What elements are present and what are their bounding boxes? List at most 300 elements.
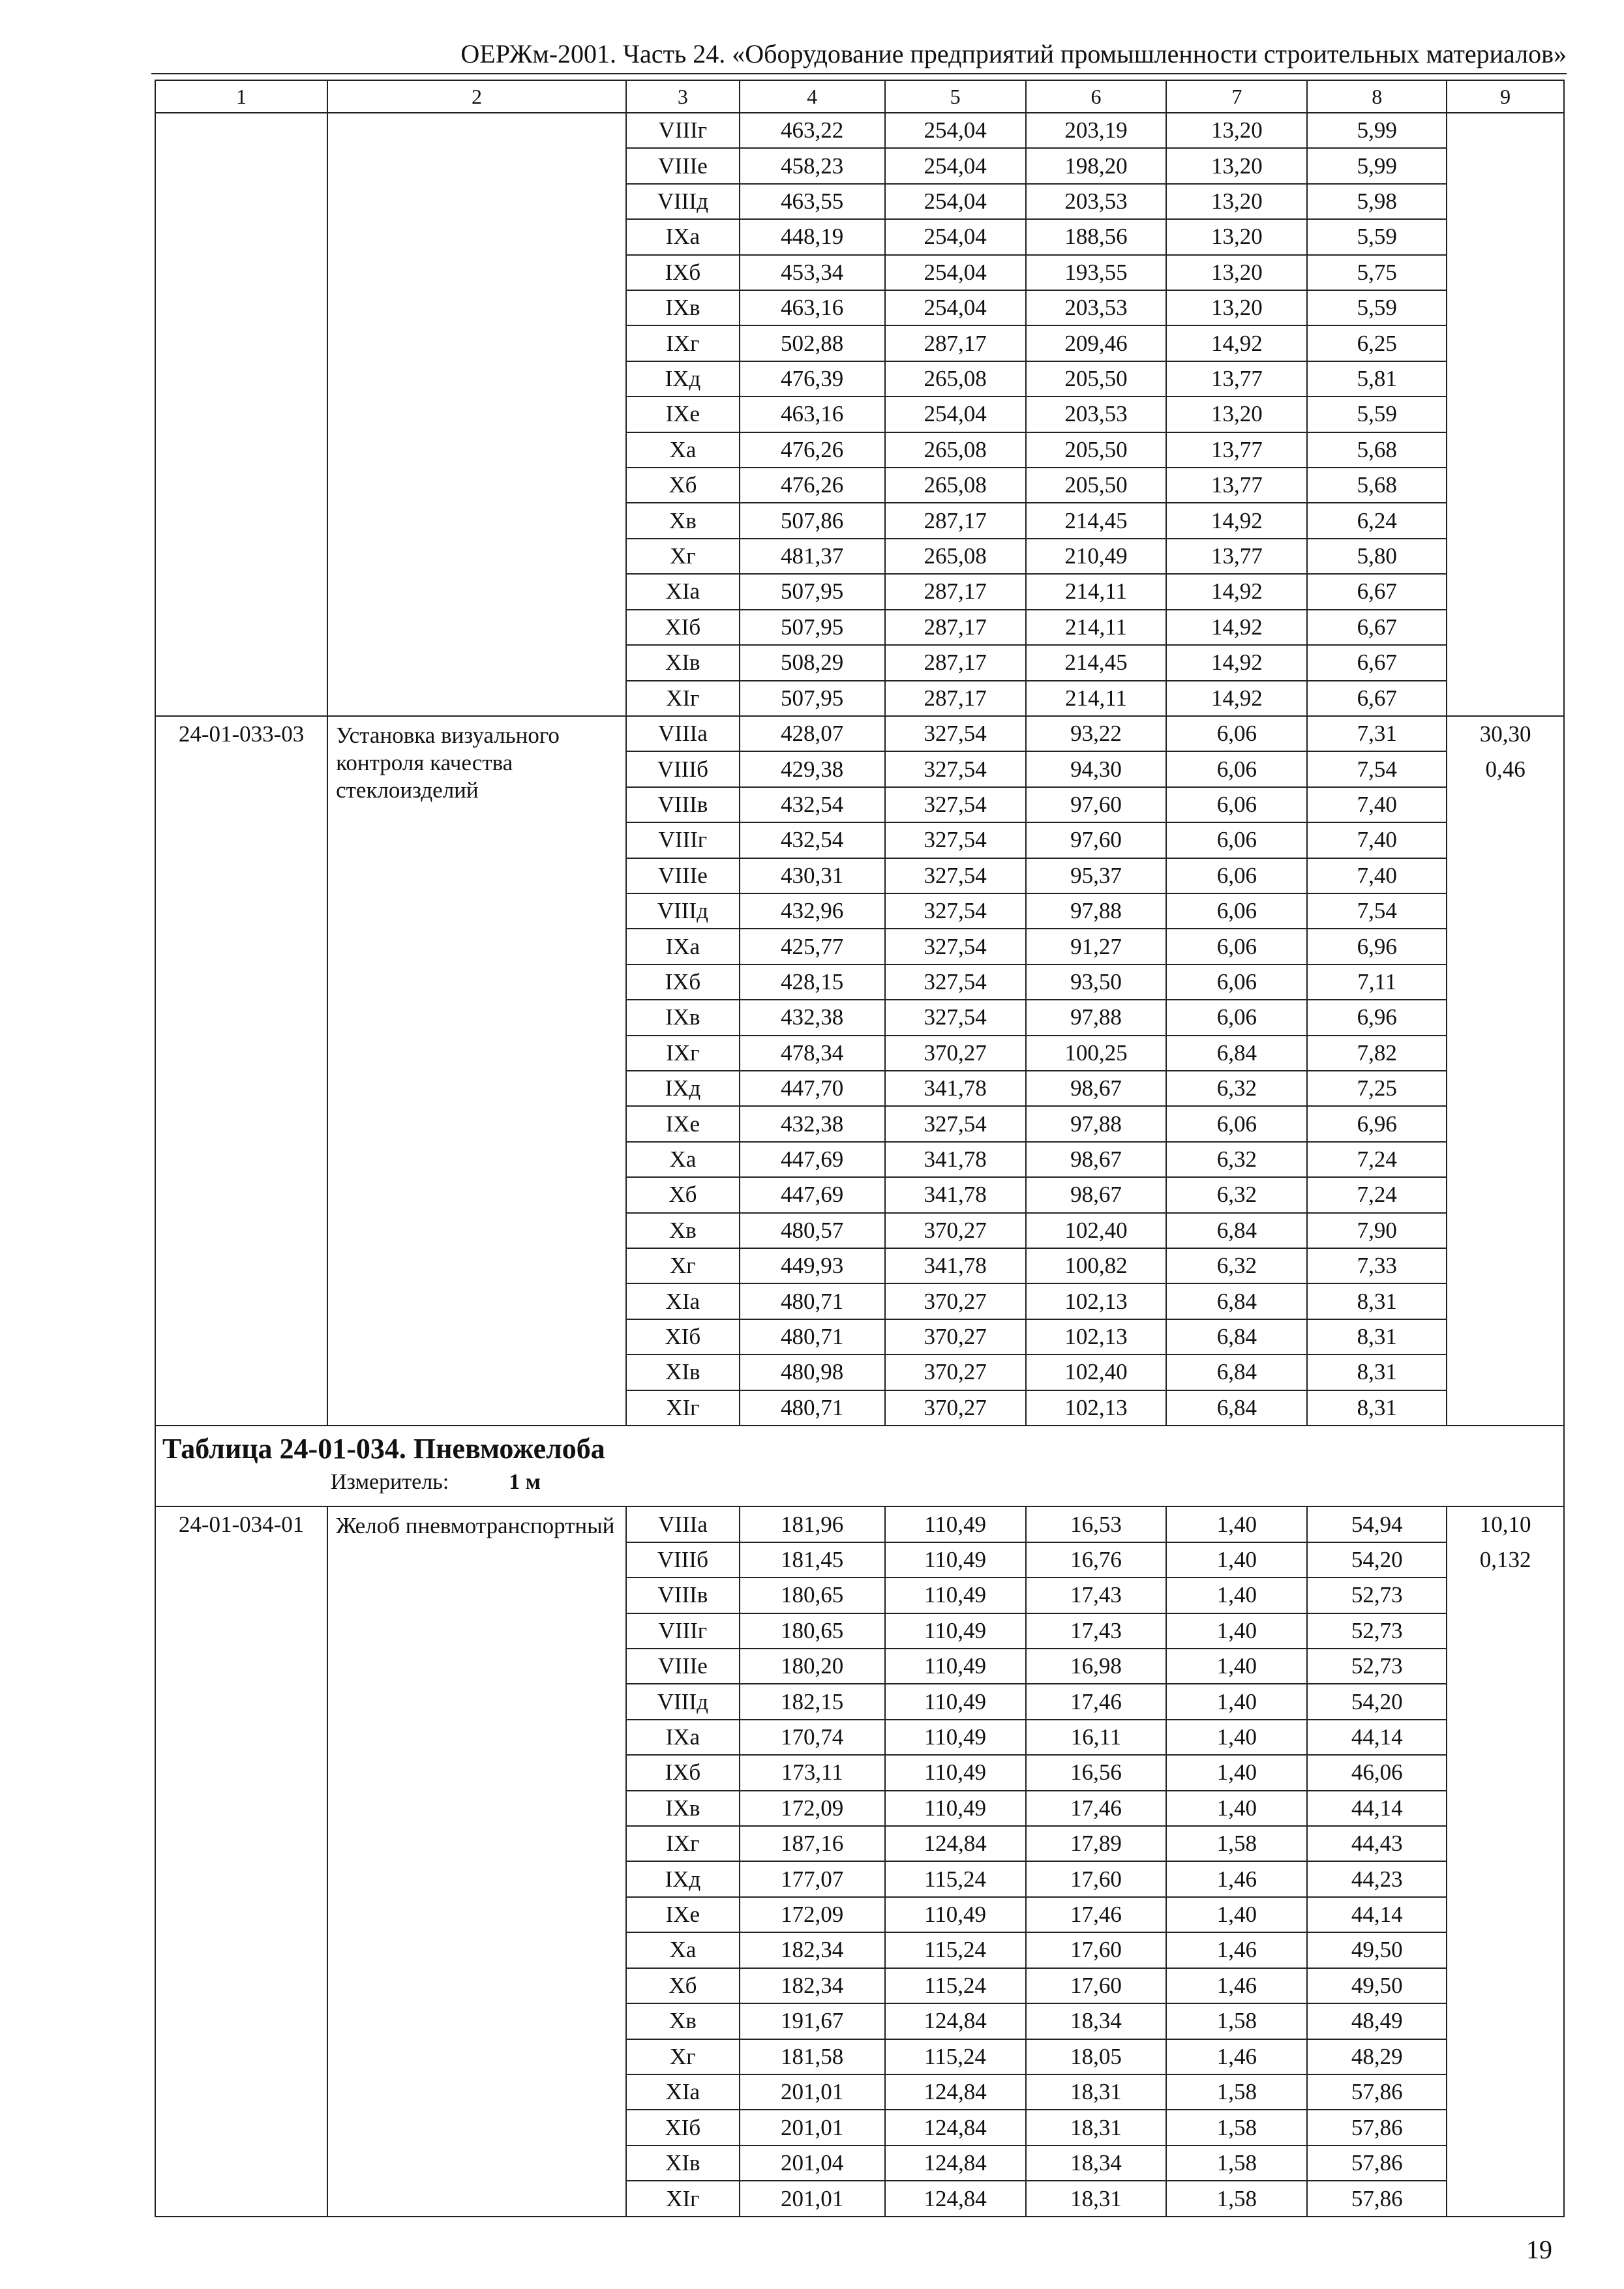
wages-cell: 327,54 — [885, 751, 1026, 786]
machine-wages-cell: 1,40 — [1166, 1720, 1307, 1755]
zone-cell: Xб — [626, 1968, 740, 2003]
zone-cell: IXа — [626, 1720, 740, 1755]
extra-value: 30,30 — [1479, 721, 1531, 747]
total-cost-cell: 180,20 — [740, 1649, 885, 1684]
materials-cell: 7,90 — [1307, 1213, 1447, 1248]
zone-cell: Xг — [626, 1248, 740, 1283]
machines-cell: 198,20 — [1026, 148, 1167, 183]
machine-wages-cell: 6,06 — [1166, 929, 1307, 964]
total-cost-cell: 449,93 — [740, 1248, 885, 1283]
machine-wages-cell: 1,40 — [1166, 1684, 1307, 1719]
machines-cell: 205,50 — [1026, 468, 1167, 503]
wages-cell: 254,04 — [885, 184, 1026, 219]
total-cost-cell: 425,77 — [740, 929, 885, 964]
zone-cell: XIг — [626, 1390, 740, 1426]
total-cost-cell: 432,38 — [740, 1106, 885, 1141]
total-cost-cell: 447,69 — [740, 1177, 885, 1212]
total-cost-cell: 458,23 — [740, 148, 885, 183]
machines-cell: 193,55 — [1026, 255, 1167, 290]
materials-cell: 57,86 — [1307, 2110, 1447, 2145]
column-number: 3 — [626, 80, 740, 113]
item-code-cell: 24-01-033-03 — [155, 716, 327, 1426]
zone-cell: XIб — [626, 610, 740, 645]
materials-cell: 7,82 — [1307, 1036, 1447, 1071]
machines-cell: 214,11 — [1026, 610, 1167, 645]
machine-wages-cell: 1,58 — [1166, 2146, 1307, 2181]
machines-cell: 97,60 — [1026, 787, 1167, 822]
wages-cell: 254,04 — [885, 290, 1026, 325]
materials-cell: 8,31 — [1307, 1354, 1447, 1390]
column-number: 1 — [155, 80, 327, 113]
total-cost-cell: 476,39 — [740, 361, 885, 396]
total-cost-cell: 480,98 — [740, 1354, 885, 1390]
machine-wages-cell: 6,32 — [1166, 1071, 1307, 1106]
machine-wages-cell: 1,58 — [1166, 2003, 1307, 2039]
zone-cell: Xг — [626, 2039, 740, 2074]
wages-cell: 110,49 — [885, 1578, 1026, 1613]
wages-cell: 254,04 — [885, 255, 1026, 290]
wages-cell: 341,78 — [885, 1071, 1026, 1106]
total-cost-cell: 180,65 — [740, 1578, 885, 1613]
wages-cell: 327,54 — [885, 787, 1026, 822]
machine-wages-cell: 6,06 — [1166, 1106, 1307, 1141]
total-cost-cell: 432,54 — [740, 787, 885, 822]
machines-cell: 17,46 — [1026, 1897, 1167, 1932]
zone-cell: IXг — [626, 1826, 740, 1861]
machines-cell: 203,53 — [1026, 184, 1167, 219]
zone-cell: Xв — [626, 503, 740, 538]
materials-cell: 49,50 — [1307, 1932, 1447, 1967]
item-name-cell — [327, 113, 626, 716]
machine-wages-cell: 13,77 — [1166, 361, 1307, 396]
machine-wages-cell: 14,92 — [1166, 645, 1307, 680]
total-cost-cell: 177,07 — [740, 1861, 885, 1896]
total-cost-cell: 181,45 — [740, 1542, 885, 1578]
zone-cell: VIIIе — [626, 1649, 740, 1684]
machine-wages-cell: 1,46 — [1166, 1932, 1307, 1967]
machine-wages-cell: 6,84 — [1166, 1319, 1307, 1354]
materials-cell: 5,80 — [1307, 539, 1447, 574]
section-title: Таблица 24-01-034. Пневможелоба — [162, 1433, 605, 1465]
wages-cell: 110,49 — [885, 1649, 1026, 1684]
machine-wages-cell: 6,84 — [1166, 1354, 1307, 1390]
machines-cell: 16,11 — [1026, 1720, 1167, 1755]
wages-cell: 370,27 — [885, 1283, 1026, 1319]
machines-cell: 98,67 — [1026, 1177, 1167, 1212]
total-cost-cell: 182,34 — [740, 1968, 885, 2003]
extra-values-cell — [1447, 716, 1564, 1426]
zone-cell: XIв — [626, 1354, 740, 1390]
machine-wages-cell: 13,20 — [1166, 148, 1307, 183]
machine-wages-cell: 1,46 — [1166, 1861, 1307, 1896]
machine-wages-cell: 1,40 — [1166, 1542, 1307, 1578]
machines-cell: 18,34 — [1026, 2003, 1167, 2039]
zone-cell: IXб — [626, 255, 740, 290]
item-code-cell: 24-01-034-01 — [155, 1506, 327, 2217]
machine-wages-cell: 14,92 — [1166, 610, 1307, 645]
total-cost-cell: 463,55 — [740, 184, 885, 219]
wages-cell: 110,49 — [885, 1542, 1026, 1578]
total-cost-cell: 182,15 — [740, 1684, 885, 1719]
column-number: 5 — [885, 80, 1026, 113]
machine-wages-cell: 1,40 — [1166, 1791, 1307, 1826]
wages-cell: 110,49 — [885, 1684, 1026, 1719]
machine-wages-cell: 6,06 — [1166, 1000, 1307, 1035]
machine-wages-cell: 1,58 — [1166, 1826, 1307, 1861]
zone-cell: XIг — [626, 681, 740, 716]
extra-values-cell — [1447, 113, 1564, 716]
zone-cell: Xг — [626, 539, 740, 574]
zone-cell: VIIIб — [626, 751, 740, 786]
machine-wages-cell: 6,32 — [1166, 1248, 1307, 1283]
zone-cell: VIIIв — [626, 1578, 740, 1613]
total-cost-cell: 502,88 — [740, 325, 885, 361]
materials-cell: 5,59 — [1307, 396, 1447, 432]
machines-cell: 102,40 — [1026, 1354, 1167, 1390]
machines-cell: 17,60 — [1026, 1968, 1167, 2003]
wages-cell: 265,08 — [885, 468, 1026, 503]
total-cost-cell: 448,19 — [740, 219, 885, 254]
wages-cell: 370,27 — [885, 1319, 1026, 1354]
wages-cell: 287,17 — [885, 325, 1026, 361]
machines-cell: 188,56 — [1026, 219, 1167, 254]
table-section-header — [155, 1426, 1564, 1506]
machines-cell: 97,60 — [1026, 822, 1167, 858]
machines-cell: 16,53 — [1026, 1506, 1167, 1542]
materials-cell: 48,29 — [1307, 2039, 1447, 2074]
zone-cell: VIIIд — [626, 1684, 740, 1719]
materials-cell: 54,94 — [1307, 1506, 1447, 1542]
materials-cell: 7,54 — [1307, 751, 1447, 786]
wages-cell: 110,49 — [885, 1613, 1026, 1649]
machine-wages-cell: 14,92 — [1166, 325, 1307, 361]
machine-wages-cell: 14,92 — [1166, 574, 1307, 609]
materials-cell: 49,50 — [1307, 1968, 1447, 2003]
materials-cell: 6,67 — [1307, 610, 1447, 645]
wages-cell: 254,04 — [885, 396, 1026, 432]
table-row — [155, 716, 1564, 751]
machines-cell: 102,13 — [1026, 1283, 1167, 1319]
total-cost-cell: 181,58 — [740, 2039, 885, 2074]
zone-cell: VIIIд — [626, 184, 740, 219]
zone-cell: Xб — [626, 468, 740, 503]
machine-wages-cell: 14,92 — [1166, 681, 1307, 716]
column-number: 6 — [1026, 80, 1167, 113]
materials-cell: 52,73 — [1307, 1613, 1447, 1649]
materials-cell: 57,86 — [1307, 2181, 1447, 2217]
machines-cell: 102,40 — [1026, 1213, 1167, 1248]
zone-cell: VIIIг — [626, 113, 740, 148]
total-cost-cell: 507,86 — [740, 503, 885, 538]
materials-cell: 44,23 — [1307, 1861, 1447, 1896]
machines-cell: 18,34 — [1026, 2146, 1167, 2181]
machine-wages-cell: 13,77 — [1166, 432, 1307, 468]
materials-cell: 54,20 — [1307, 1684, 1447, 1719]
materials-cell: 7,54 — [1307, 893, 1447, 929]
materials-cell: 57,86 — [1307, 2074, 1447, 2110]
zone-cell: XIв — [626, 645, 740, 680]
zone-cell: IXб — [626, 965, 740, 1000]
wages-cell: 110,49 — [885, 1897, 1026, 1932]
machine-wages-cell: 13,20 — [1166, 113, 1307, 148]
total-cost-cell: 170,74 — [740, 1720, 885, 1755]
materials-cell: 7,33 — [1307, 1248, 1447, 1283]
total-cost-cell: 432,38 — [740, 1000, 885, 1035]
machines-cell: 17,46 — [1026, 1791, 1167, 1826]
machines-cell: 214,11 — [1026, 574, 1167, 609]
total-cost-cell: 453,34 — [740, 255, 885, 290]
wages-cell: 124,84 — [885, 1826, 1026, 1861]
materials-cell: 6,96 — [1307, 929, 1447, 964]
measure-label: Измеритель: — [331, 1470, 449, 1495]
zone-cell: VIIIб — [626, 1542, 740, 1578]
machines-cell: 203,53 — [1026, 290, 1167, 325]
total-cost-cell: 172,09 — [740, 1897, 885, 1932]
machines-cell: 17,60 — [1026, 1861, 1167, 1896]
item-name-cell: Желоб пневмотранспортный — [327, 1506, 626, 2217]
materials-cell: 8,31 — [1307, 1390, 1447, 1426]
wages-cell: 254,04 — [885, 113, 1026, 148]
machines-cell: 214,45 — [1026, 645, 1167, 680]
item-name-cell: Установка визуального контроля качества стеклоизделий — [327, 716, 626, 1426]
machines-cell: 94,30 — [1026, 751, 1167, 786]
machines-cell: 17,60 — [1026, 1932, 1167, 1967]
machines-cell: 17,43 — [1026, 1613, 1167, 1649]
zone-cell: Xа — [626, 1932, 740, 1967]
total-cost-cell: 447,69 — [740, 1142, 885, 1177]
wages-cell: 327,54 — [885, 929, 1026, 964]
measure-value: 1 м — [509, 1470, 541, 1495]
wages-cell: 370,27 — [885, 1213, 1026, 1248]
zone-cell: IXг — [626, 325, 740, 361]
wages-cell: 254,04 — [885, 148, 1026, 183]
total-cost-cell: 463,22 — [740, 113, 885, 148]
machines-cell: 17,89 — [1026, 1826, 1167, 1861]
wages-cell: 124,84 — [885, 2074, 1026, 2110]
total-cost-cell: 182,34 — [740, 1932, 885, 1967]
column-number: 9 — [1447, 80, 1564, 113]
machine-wages-cell: 1,46 — [1166, 2039, 1307, 2074]
zone-cell: VIIIг — [626, 822, 740, 858]
total-cost-cell: 429,38 — [740, 751, 885, 786]
wages-cell: 265,08 — [885, 432, 1026, 468]
wages-cell: 124,84 — [885, 2003, 1026, 2039]
total-cost-cell: 507,95 — [740, 681, 885, 716]
zone-cell: VIIIе — [626, 148, 740, 183]
total-cost-cell: 181,96 — [740, 1506, 885, 1542]
wages-cell: 287,17 — [885, 574, 1026, 609]
measure-line — [162, 1468, 1563, 1497]
zone-cell: IXе — [626, 396, 740, 432]
wages-cell: 327,54 — [885, 893, 1026, 929]
wages-cell: 265,08 — [885, 539, 1026, 574]
machines-cell: 214,45 — [1026, 503, 1167, 538]
machine-wages-cell: 6,06 — [1166, 716, 1307, 751]
wages-cell: 110,49 — [885, 1755, 1026, 1790]
column-number-row — [155, 80, 1564, 113]
machines-cell: 16,98 — [1026, 1649, 1167, 1684]
zone-cell: XIв — [626, 2146, 740, 2181]
zone-cell: Xа — [626, 432, 740, 468]
wages-cell: 115,24 — [885, 1932, 1026, 1967]
zone-cell: IXв — [626, 290, 740, 325]
total-cost-cell: 480,71 — [740, 1390, 885, 1426]
wages-cell: 327,54 — [885, 858, 1026, 893]
zone-cell: IXд — [626, 361, 740, 396]
machine-wages-cell: 6,84 — [1166, 1390, 1307, 1426]
machines-cell: 98,67 — [1026, 1142, 1167, 1177]
total-cost-cell: 172,09 — [740, 1791, 885, 1826]
extra-value: 0,46 — [1485, 756, 1526, 782]
wages-cell: 124,84 — [885, 2110, 1026, 2145]
total-cost-cell: 201,04 — [740, 2146, 885, 2181]
materials-cell: 46,06 — [1307, 1755, 1447, 1790]
machines-cell: 100,25 — [1026, 1036, 1167, 1071]
materials-cell: 44,14 — [1307, 1720, 1447, 1755]
materials-cell: 7,40 — [1307, 787, 1447, 822]
column-number: 8 — [1307, 80, 1447, 113]
machines-cell: 17,43 — [1026, 1578, 1167, 1613]
total-cost-cell: 507,95 — [740, 610, 885, 645]
machine-wages-cell: 13,20 — [1166, 184, 1307, 219]
machine-wages-cell: 6,32 — [1166, 1177, 1307, 1212]
machines-cell: 95,37 — [1026, 858, 1167, 893]
materials-cell: 52,73 — [1307, 1578, 1447, 1613]
wages-cell: 287,17 — [885, 610, 1026, 645]
column-number: 2 — [327, 80, 626, 113]
materials-cell: 6,24 — [1307, 503, 1447, 538]
materials-cell: 57,86 — [1307, 2146, 1447, 2181]
machines-cell: 210,49 — [1026, 539, 1167, 574]
total-cost-cell: 463,16 — [740, 396, 885, 432]
machines-cell: 209,46 — [1026, 325, 1167, 361]
machine-wages-cell: 1,58 — [1166, 2110, 1307, 2145]
zone-cell: XIа — [626, 1283, 740, 1319]
materials-cell: 6,67 — [1307, 681, 1447, 716]
total-cost-cell: 428,15 — [740, 965, 885, 1000]
machines-cell: 205,50 — [1026, 361, 1167, 396]
materials-cell: 5,68 — [1307, 468, 1447, 503]
materials-cell: 6,67 — [1307, 645, 1447, 680]
total-cost-cell: 187,16 — [740, 1826, 885, 1861]
zone-cell: VIIIа — [626, 716, 740, 751]
zone-cell: VIIIд — [626, 893, 740, 929]
column-number: 4 — [740, 80, 885, 113]
zone-cell: IXд — [626, 1861, 740, 1896]
total-cost-cell: 201,01 — [740, 2110, 885, 2145]
wages-cell: 341,78 — [885, 1142, 1026, 1177]
total-cost-cell: 201,01 — [740, 2074, 885, 2110]
zone-cell: IXг — [626, 1036, 740, 1071]
total-cost-cell: 447,70 — [740, 1071, 885, 1106]
zone-cell: XIб — [626, 2110, 740, 2145]
wages-cell: 254,04 — [885, 219, 1026, 254]
machine-wages-cell: 6,06 — [1166, 751, 1307, 786]
total-cost-cell: 476,26 — [740, 468, 885, 503]
materials-cell: 48,49 — [1307, 2003, 1447, 2039]
zone-cell: IXе — [626, 1106, 740, 1141]
zone-cell: IXд — [626, 1071, 740, 1106]
materials-cell: 44,14 — [1307, 1791, 1447, 1826]
total-cost-cell: 430,31 — [740, 858, 885, 893]
materials-cell: 6,96 — [1307, 1000, 1447, 1035]
machine-wages-cell: 6,84 — [1166, 1036, 1307, 1071]
materials-cell: 54,20 — [1307, 1542, 1447, 1578]
materials-cell: 5,99 — [1307, 148, 1447, 183]
machine-wages-cell: 6,06 — [1166, 822, 1307, 858]
machines-cell: 16,56 — [1026, 1755, 1167, 1790]
machine-wages-cell: 1,40 — [1166, 1897, 1307, 1932]
zone-cell: Xа — [626, 1142, 740, 1177]
machines-cell: 203,19 — [1026, 113, 1167, 148]
machine-wages-cell: 6,06 — [1166, 787, 1307, 822]
total-cost-cell: 478,34 — [740, 1036, 885, 1071]
wages-cell: 370,27 — [885, 1036, 1026, 1071]
machines-cell: 93,22 — [1026, 716, 1167, 751]
wages-cell: 124,84 — [885, 2146, 1026, 2181]
total-cost-cell: 463,16 — [740, 290, 885, 325]
wages-cell: 327,54 — [885, 965, 1026, 1000]
extra-values-cell — [1447, 1506, 1564, 2217]
total-cost-cell: 180,65 — [740, 1613, 885, 1649]
machines-cell: 17,46 — [1026, 1684, 1167, 1719]
materials-cell: 5,75 — [1307, 255, 1447, 290]
materials-cell: 6,25 — [1307, 325, 1447, 361]
machine-wages-cell: 13,20 — [1166, 219, 1307, 254]
zone-cell: VIIIг — [626, 1613, 740, 1649]
total-cost-cell: 173,11 — [740, 1755, 885, 1790]
extra-value: 0,132 — [1479, 1547, 1531, 1573]
zone-cell: Xб — [626, 1177, 740, 1212]
zone-cell: IXа — [626, 929, 740, 964]
machines-cell: 93,50 — [1026, 965, 1167, 1000]
materials-cell: 5,81 — [1307, 361, 1447, 396]
machine-wages-cell: 1,46 — [1166, 1968, 1307, 2003]
materials-cell: 44,14 — [1307, 1897, 1447, 1932]
wages-cell: 287,17 — [885, 503, 1026, 538]
section-cell — [155, 1426, 1564, 1506]
zone-cell: IXе — [626, 1897, 740, 1932]
total-cost-cell: 432,96 — [740, 893, 885, 929]
machines-cell: 203,53 — [1026, 396, 1167, 432]
wages-cell: 287,17 — [885, 645, 1026, 680]
machines-cell: 205,50 — [1026, 432, 1167, 468]
machines-cell: 98,67 — [1026, 1071, 1167, 1106]
materials-cell: 5,59 — [1307, 219, 1447, 254]
wages-cell: 115,24 — [885, 1968, 1026, 2003]
table-body — [155, 113, 1564, 2217]
total-cost-cell: 201,01 — [740, 2181, 885, 2217]
zone-cell: Xв — [626, 2003, 740, 2039]
materials-cell: 7,40 — [1307, 858, 1447, 893]
machine-wages-cell: 14,92 — [1166, 503, 1307, 538]
wages-cell: 327,54 — [885, 716, 1026, 751]
machine-wages-cell: 1,40 — [1166, 1613, 1307, 1649]
machine-wages-cell: 1,40 — [1166, 1506, 1307, 1542]
zone-cell: Xв — [626, 1213, 740, 1248]
total-cost-cell: 428,07 — [740, 716, 885, 751]
wages-cell: 341,78 — [885, 1177, 1026, 1212]
machines-cell: 214,11 — [1026, 681, 1167, 716]
machine-wages-cell: 6,06 — [1166, 893, 1307, 929]
total-cost-cell: 480,71 — [740, 1283, 885, 1319]
rates-table — [155, 80, 1565, 2217]
page-number: 19 — [1526, 2235, 1552, 2264]
total-cost-cell: 480,57 — [740, 1213, 885, 1248]
materials-cell: 7,40 — [1307, 822, 1447, 858]
machines-cell: 97,88 — [1026, 1000, 1167, 1035]
machine-wages-cell: 1,40 — [1166, 1649, 1307, 1684]
